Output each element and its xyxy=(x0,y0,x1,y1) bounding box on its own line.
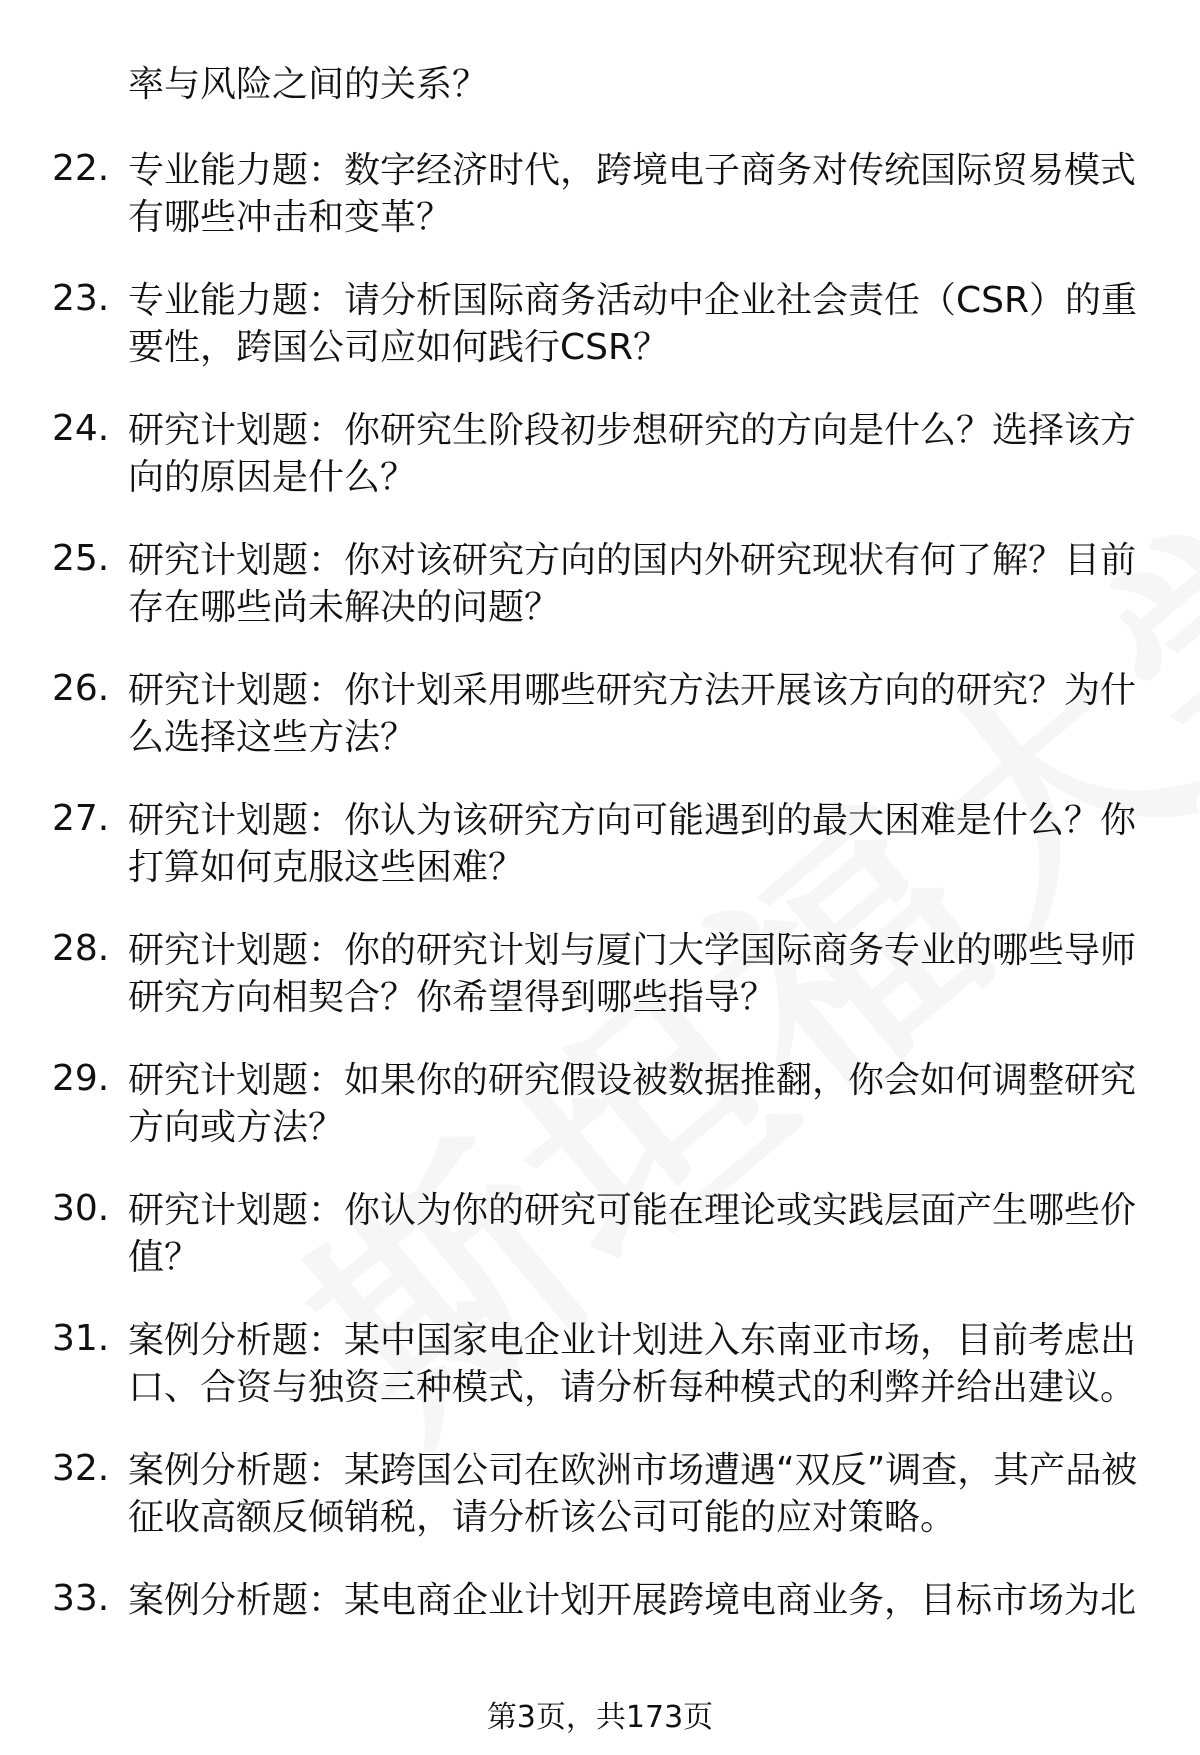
question-number: 28. xyxy=(52,928,110,969)
question-number: 27. xyxy=(52,798,110,839)
continuation-text: 率与风险之间的关系？ xyxy=(128,64,489,105)
question-text: 研究计划题：你认为该研究方向可能遇到的最大困难是什么？你打算如何克服这些困难？ xyxy=(128,800,1137,888)
question-text: 研究计划题：你认为你的研究可能在理论或实践层面产生哪些价值？ xyxy=(128,1190,1137,1278)
question-list xyxy=(0,147,1200,1707)
question-item xyxy=(0,1187,1200,1317)
question-item xyxy=(0,147,1200,277)
question-item xyxy=(0,537,1200,667)
question-number: 23. xyxy=(52,278,110,319)
question-item xyxy=(0,1577,1200,1707)
question-number: 31. xyxy=(52,1318,110,1359)
question-item xyxy=(0,927,1200,1057)
question-text: 研究计划题：你研究生阶段初步想研究的方向是什么？选择该方向的原因是什么？ xyxy=(128,410,1137,498)
question-item xyxy=(0,1447,1200,1577)
question-number: 33. xyxy=(52,1578,110,1619)
question-number: 26. xyxy=(52,668,110,709)
question-text: 专业能力题：数字经济时代，跨境电子商务对传统国际贸易模式有哪些冲击和变革？ xyxy=(128,150,1137,238)
question-text: 研究计划题：你的研究计划与厦门大学国际商务专业的哪些导师研究方向相契合？你希望得到哪些指导？ xyxy=(128,930,1137,1018)
question-text: 案例分析题：某跨国公司在欧洲市场遭遇“双反”调查，其产品被征收高额反倾销税，请分析该公司可能的应对策略。 xyxy=(128,1450,1138,1538)
question-item xyxy=(0,797,1200,927)
question-text: 案例分析题：某电商企业计划开展跨境电商业务，目标市场为北 xyxy=(128,1580,1137,1621)
question-item xyxy=(0,667,1200,797)
question-item xyxy=(0,277,1200,407)
question-number: 24. xyxy=(52,408,110,449)
question-text: 研究计划题：你对该研究方向的国内外研究现状有何了解？目前存在哪些尚未解决的问题？ xyxy=(128,540,1137,628)
question-text: 专业能力题：请分析国际商务活动中企业社会责任（CSR）的重要性，跨国公司应如何践行CSR？ xyxy=(128,280,1138,368)
question-item xyxy=(0,1057,1200,1187)
question-text: 研究计划题：如果你的研究假设被数据推翻，你会如何调整研究方向或方法？ xyxy=(128,1060,1137,1148)
question-text: 研究计划题：你计划采用哪些研究方法开展该方向的研究？为什么选择这些方法？ xyxy=(128,670,1137,758)
question-item xyxy=(0,1317,1200,1447)
question-text: 案例分析题：某中国家电企业计划进入东南亚市场，目前考虑出口、合资与独资三种模式，请分析每种模式的利弊并给出建议。 xyxy=(128,1320,1137,1408)
question-number: 25. xyxy=(52,538,110,579)
question-number: 22. xyxy=(52,148,110,189)
question-number: 32. xyxy=(52,1448,110,1489)
page-footer: 第3页，共173页 xyxy=(486,1700,714,1735)
question-number: 29. xyxy=(52,1058,110,1099)
question-item xyxy=(0,407,1200,537)
question-number: 30. xyxy=(52,1188,110,1229)
